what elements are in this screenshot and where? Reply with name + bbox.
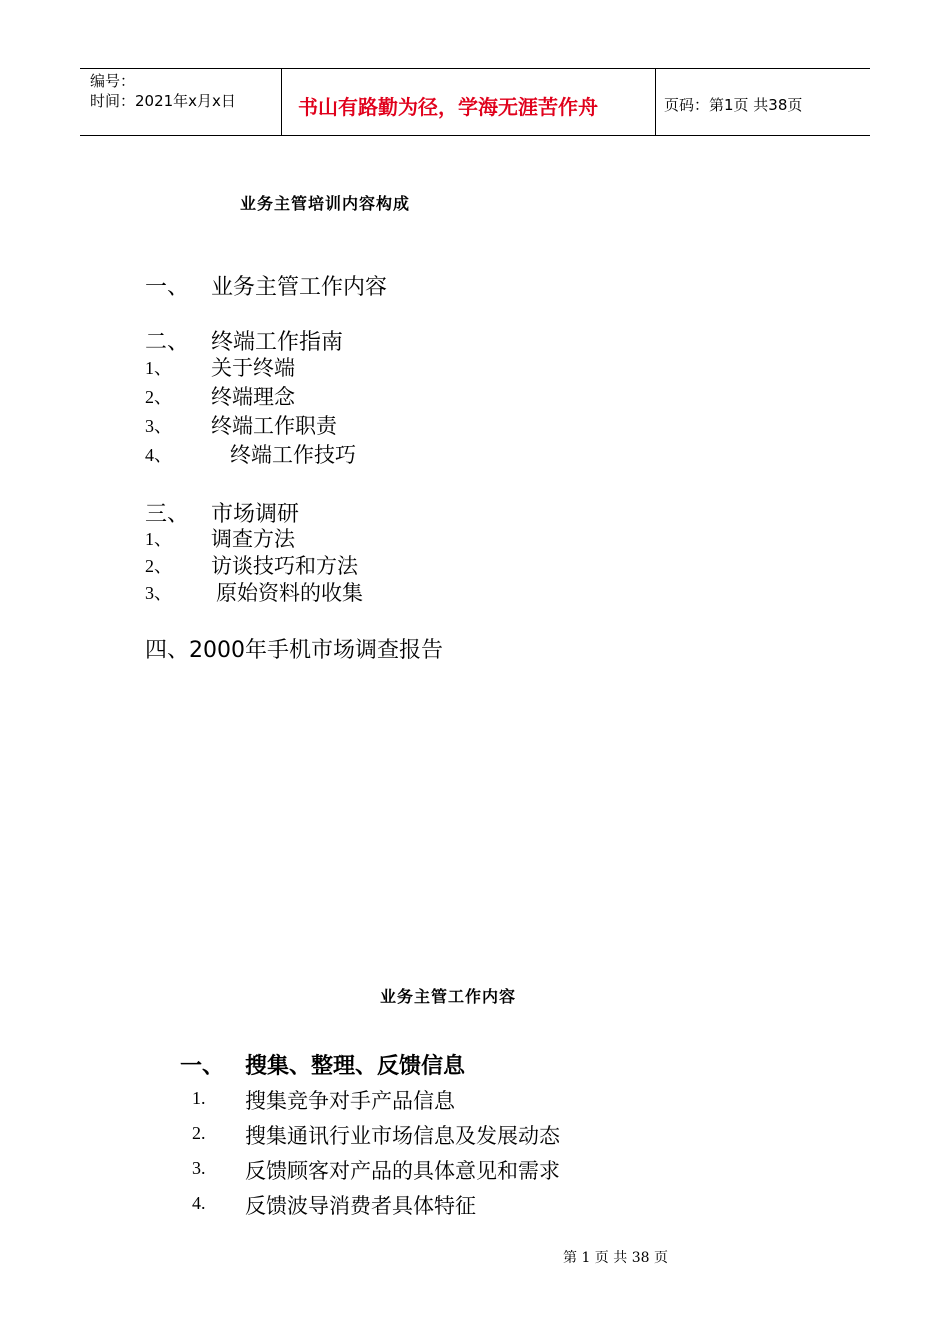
section-2-item-1-num: 1、 (145, 358, 172, 378)
section-2-item-3-label: 终端工作职责 (211, 414, 337, 438)
header-bottom-border (80, 135, 870, 136)
section-3-item-3-num: 3、 (145, 583, 172, 603)
page-footer: 第 1 页 共 38 页 (563, 1250, 668, 1266)
header-divider-2 (655, 68, 656, 136)
part2-section-label: 搜集、整理、反馈信息 (245, 1054, 466, 1079)
section-1-num: 一、 (145, 275, 190, 300)
part2-section-num: 一、 (180, 1054, 225, 1079)
section-2-item-4-label: 终端工作技巧 (230, 443, 356, 467)
section-1-label: 业务主管工作内容 (211, 275, 388, 300)
header-number-label: 编号： (90, 72, 136, 90)
section-2-item-3-num: 3、 (145, 416, 172, 436)
part1-title: 业务主管培训内容构成 (240, 194, 411, 213)
part2-item-2-num: 2. (192, 1123, 206, 1143)
header-motto: 书山有路勤为径，学海无涯苦作舟 (298, 95, 598, 119)
section-3-item-1-num: 1、 (145, 529, 172, 549)
part2-item-4-num: 4. (192, 1193, 206, 1213)
section-4-label: 四、2000年手机市场调查报告 (145, 638, 443, 663)
section-2-item-2-label: 终端理念 (211, 385, 295, 409)
part2-title: 业务主管工作内容 (380, 987, 517, 1006)
part2-item-3-num: 3. (192, 1158, 206, 1178)
header-page-info: 页码：第1页 共38页 (664, 96, 803, 114)
section-3-item-1-label: 调查方法 (211, 527, 295, 551)
part2-item-2-label: 搜集通讯行业市场信息及发展动态 (245, 1124, 560, 1148)
section-3-item-2-label: 访谈技巧和方法 (211, 554, 358, 578)
part2-item-4-label: 反馈波导消费者具体特征 (245, 1194, 476, 1218)
section-3-item-2-num: 2、 (145, 556, 172, 576)
header-divider-1 (281, 68, 282, 136)
part2-item-3-label: 反馈顾客对产品的具体意见和需求 (245, 1159, 560, 1183)
header-top-border (80, 68, 870, 69)
section-2-item-1-label: 关于终端 (211, 356, 295, 380)
header-time-label: 时间：2021年x月x日 (90, 92, 236, 110)
part2-item-1-label: 搜集竞争对手产品信息 (245, 1089, 455, 1113)
section-2-num: 二、 (145, 330, 190, 355)
section-3-label: 市场调研 (211, 502, 300, 527)
section-2-item-2-num: 2、 (145, 387, 172, 407)
section-2-item-4-num: 4、 (145, 445, 172, 465)
section-3-num: 三、 (145, 502, 190, 527)
section-3-item-3-label: 原始资料的收集 (216, 581, 363, 605)
section-2-label: 终端工作指南 (211, 330, 344, 355)
part2-item-1-num: 1. (192, 1088, 206, 1108)
